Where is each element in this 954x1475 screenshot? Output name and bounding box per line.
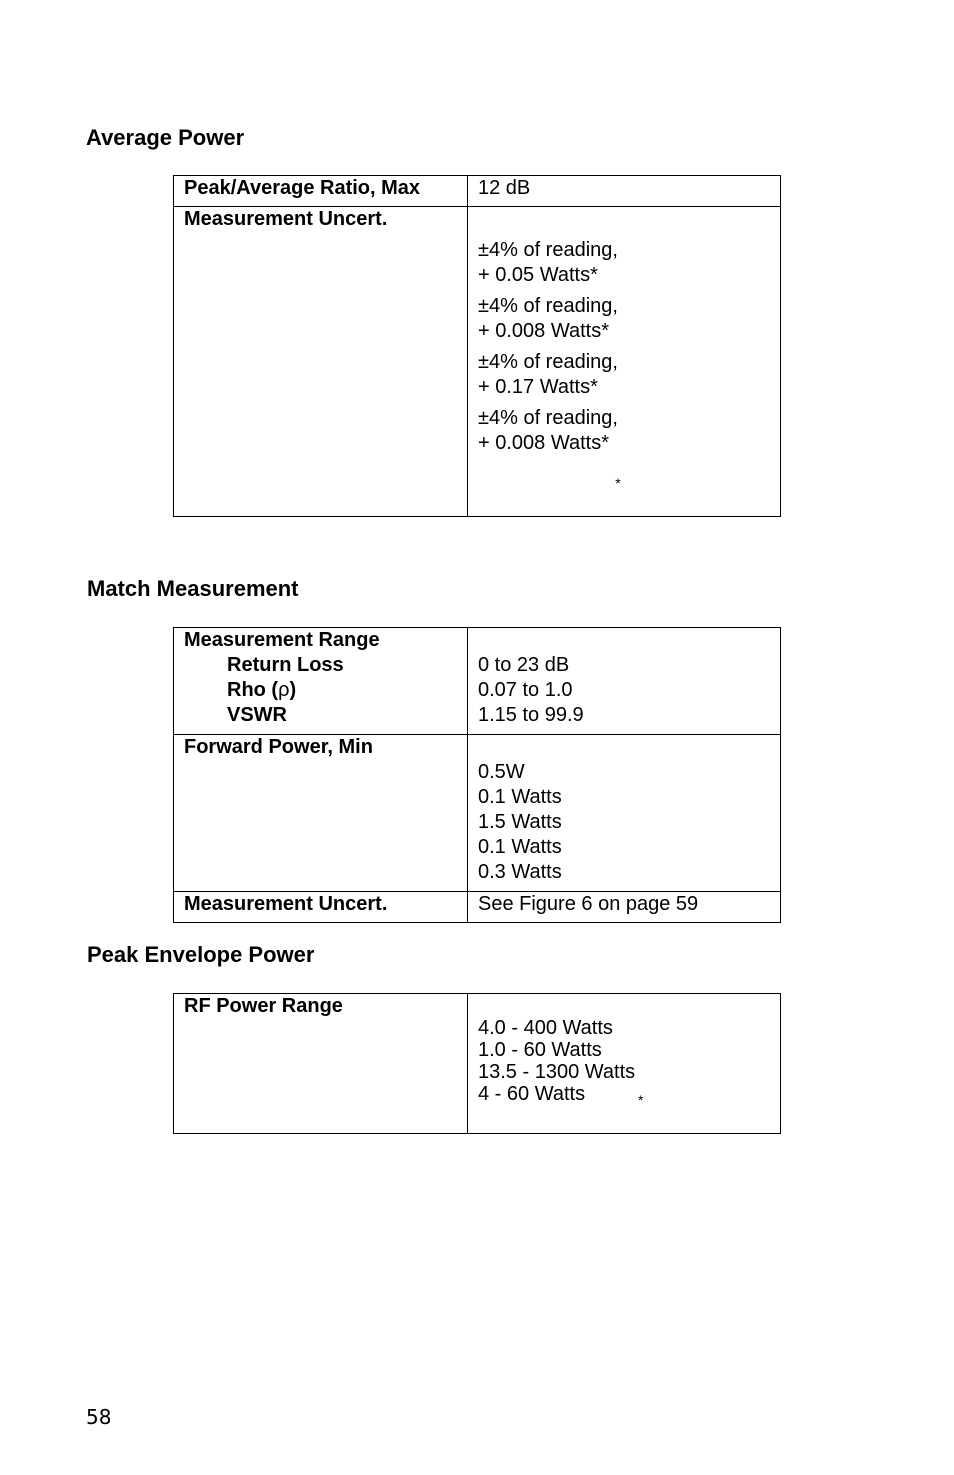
footnote-mark: *: [615, 475, 621, 491]
peak-envelope-power-table: [173, 993, 781, 1134]
return-loss-label: Return Loss: [227, 654, 344, 676]
measurement-uncert-values: [468, 207, 781, 517]
vswr-value: 1.15 to 99.9: [478, 704, 584, 726]
section-heading-average-power: Average Power: [86, 125, 245, 150]
measurement-uncert-label: Measurement Uncert.: [174, 892, 468, 923]
vswr-label: VSWR: [227, 704, 287, 726]
forward-power-value: 0.3 Watts: [478, 861, 562, 883]
peak-average-ratio-label: Peak/Average Ratio, Max: [174, 176, 468, 207]
uncert-line: ±4% of reading,: [478, 295, 618, 317]
rf-power-range-label: RF Power Range: [174, 994, 468, 1134]
section-heading-peak-envelope-power: Peak Envelope Power: [87, 942, 315, 967]
rf-power-value: 1.0 - 60 Watts: [478, 1039, 602, 1061]
measurement-range-label: Measurement Range: [184, 629, 380, 651]
peak-average-ratio-value: 12 dB: [468, 176, 781, 207]
rho-value: 0.07 to 1.0: [478, 679, 573, 701]
page-number: 58: [86, 1405, 112, 1429]
forward-power-value: 0.1 Watts: [478, 836, 562, 858]
rf-power-range-values: [468, 994, 781, 1134]
measurement-uncert-label: Measurement Uncert.: [174, 207, 468, 517]
uncert-line: + 0.008 Watts*: [478, 320, 609, 342]
uncert-line: ±4% of reading,: [478, 351, 618, 373]
table-row: [174, 994, 781, 1134]
average-power-table: [173, 175, 781, 517]
uncert-line: + 0.17 Watts*: [478, 376, 598, 398]
measurement-range-label-cell: [174, 628, 468, 735]
forward-power-value: 0.5W: [478, 761, 525, 783]
match-measurement-table: [173, 627, 781, 923]
measurement-range-values: [468, 628, 781, 735]
forward-power-min-values: [468, 735, 781, 892]
uncert-line: + 0.05 Watts*: [478, 264, 598, 286]
forward-power-value: 0.1 Watts: [478, 786, 562, 808]
uncert-line: ±4% of reading,: [478, 407, 618, 429]
section-heading-match-measurement: Match Measurement: [87, 576, 299, 601]
measurement-uncert-value: See Figure 6 on page 59: [468, 892, 781, 923]
uncert-line: + 0.008 Watts*: [478, 432, 609, 454]
return-loss-value: 0 to 23 dB: [478, 654, 570, 676]
footnote-mark: *: [638, 1092, 644, 1108]
table-row: [174, 176, 781, 207]
forward-power-value: 1.5 Watts: [478, 811, 562, 833]
rf-power-value: 4.0 - 400 Watts: [478, 1017, 613, 1039]
table-row: [174, 892, 781, 923]
table-row: [174, 628, 781, 735]
table-row: [174, 207, 781, 517]
table-row: [174, 735, 781, 892]
uncert-line: ±4% of reading,: [478, 239, 618, 261]
rho-label: Rho (ρ): [227, 679, 297, 701]
forward-power-min-label: Forward Power, Min: [174, 735, 468, 892]
rf-power-value: 13.5 - 1300 Watts: [478, 1061, 636, 1083]
rf-power-value-last: 4 - 60 Watts *: [478, 1083, 772, 1105]
